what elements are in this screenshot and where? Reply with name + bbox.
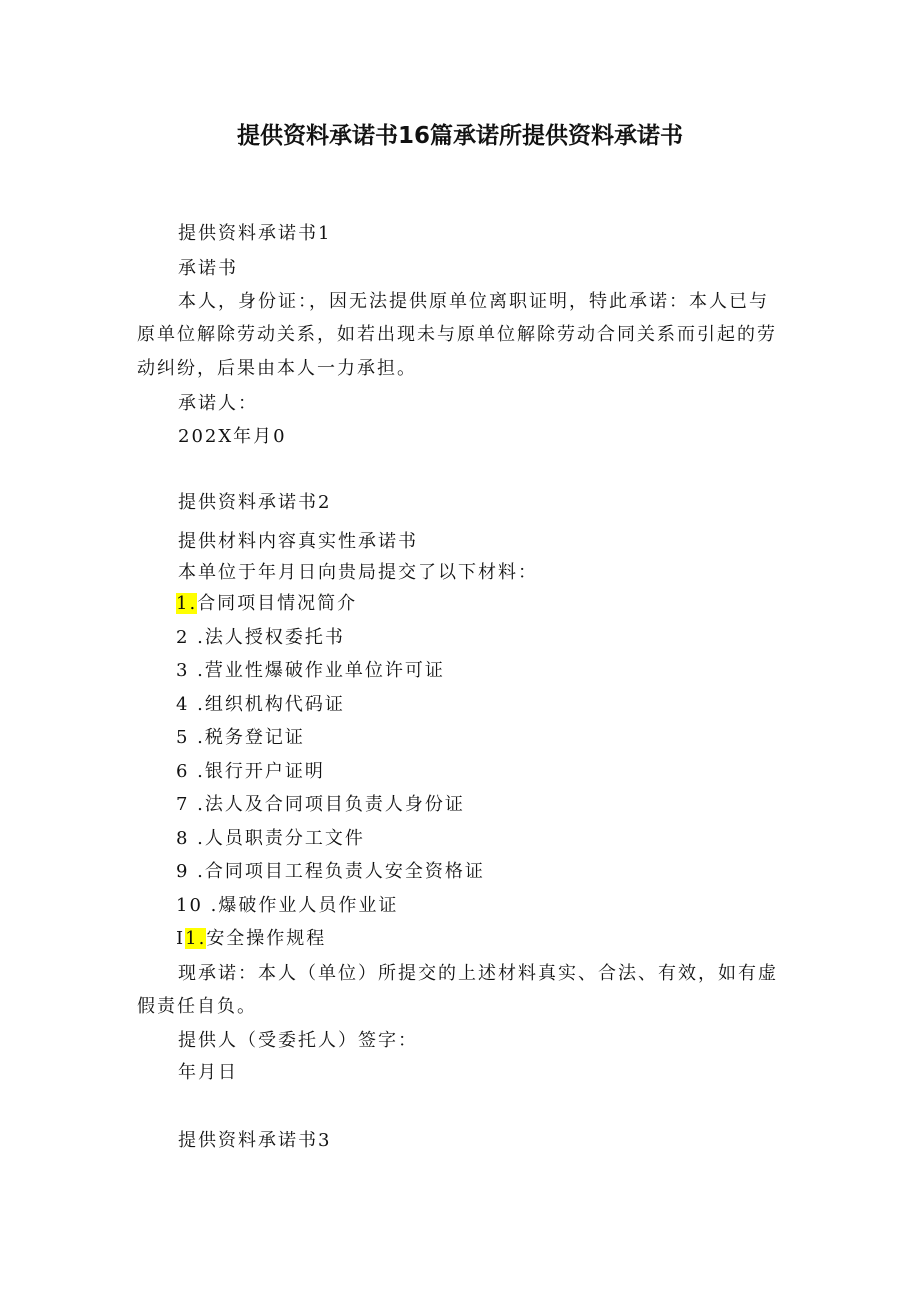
list-item-text: 合同项目工程负责人安全资格证 xyxy=(204,861,485,882)
list-item-number: 5 . xyxy=(176,727,205,748)
list-item xyxy=(176,659,445,683)
list-item-number: 4 . xyxy=(176,694,205,715)
list-item-text: 税务登记证 xyxy=(204,727,305,748)
section1-subheading: 承诺书 xyxy=(178,258,238,279)
section2-promise-line1: 现承诺：本人（单位）所提交的上述材料真实、合法、有效，如有虚 xyxy=(178,963,778,984)
list-item xyxy=(176,860,485,884)
section1-para-line2: 原单位解除劳动关系，如若出现未与原单位解除劳动合同关系而引起的劳 xyxy=(137,324,777,345)
list-item xyxy=(176,760,325,784)
section2-signer: 提供人（受委托人）签字： xyxy=(178,1030,418,1051)
list-item-text: 银行开户证明 xyxy=(204,761,325,782)
list-item xyxy=(176,726,305,750)
section2-date: 年月日 xyxy=(178,1062,238,1083)
list-item-number-prefix: I xyxy=(176,928,186,949)
list-item-text: 法人及合同项目负责人身份证 xyxy=(204,794,465,815)
section2-promise-line2: 假责任自负。 xyxy=(137,996,257,1017)
section2-heading: 提供资料承诺书2 xyxy=(178,492,332,513)
list-item xyxy=(176,927,326,951)
list-item xyxy=(176,693,345,717)
list-item-text: 爆破作业人员作业证 xyxy=(218,895,399,916)
section3-heading: 提供资料承诺书3 xyxy=(178,1130,332,1151)
list-item-number: 1. xyxy=(185,928,207,949)
list-item-text: 安全操作规程 xyxy=(206,928,327,949)
list-item-text: 营业性爆破作业单位许可证 xyxy=(204,660,445,681)
section1-para-line3: 动纠纷，后果由本人一力承担。 xyxy=(137,358,417,379)
list-item-number: 2 . xyxy=(176,627,205,648)
section2-subheading: 提供材料内容真实性承诺书 xyxy=(178,531,418,552)
list-item xyxy=(176,894,398,918)
list-item-text: 法人授权委托书 xyxy=(204,627,345,648)
section1-para-line1: 本人，身份证：，因无法提供原单位离职证明，特此承诺：本人已与 xyxy=(178,291,769,312)
list-item xyxy=(176,626,345,650)
section1-date: 202X年月0 xyxy=(178,426,287,447)
document-title: 提供资料承诺书16篇承诺所提供资料承诺书 xyxy=(236,123,683,149)
list-item-number: 3 . xyxy=(176,660,205,681)
list-item-number: 6 . xyxy=(176,761,205,782)
list-item-number: 8 . xyxy=(176,828,205,849)
section1-heading: 提供资料承诺书1 xyxy=(178,223,332,244)
section1-signer: 承诺人： xyxy=(178,393,258,414)
list-item xyxy=(176,592,357,616)
list-item-number: 9 . xyxy=(176,861,205,882)
list-item-text: 人员职责分工文件 xyxy=(204,828,365,849)
section2-intro: 本单位于年月日向贵局提交了以下材料： xyxy=(178,562,538,583)
list-item xyxy=(176,827,365,851)
list-item xyxy=(176,793,465,817)
list-item-number: 1. xyxy=(176,593,198,614)
list-item-text: 合同项目情况简介 xyxy=(197,593,358,614)
list-item-number: 7 . xyxy=(176,794,205,815)
list-item-text: 组织机构代码证 xyxy=(204,694,345,715)
list-item-number: 10 . xyxy=(176,895,219,916)
